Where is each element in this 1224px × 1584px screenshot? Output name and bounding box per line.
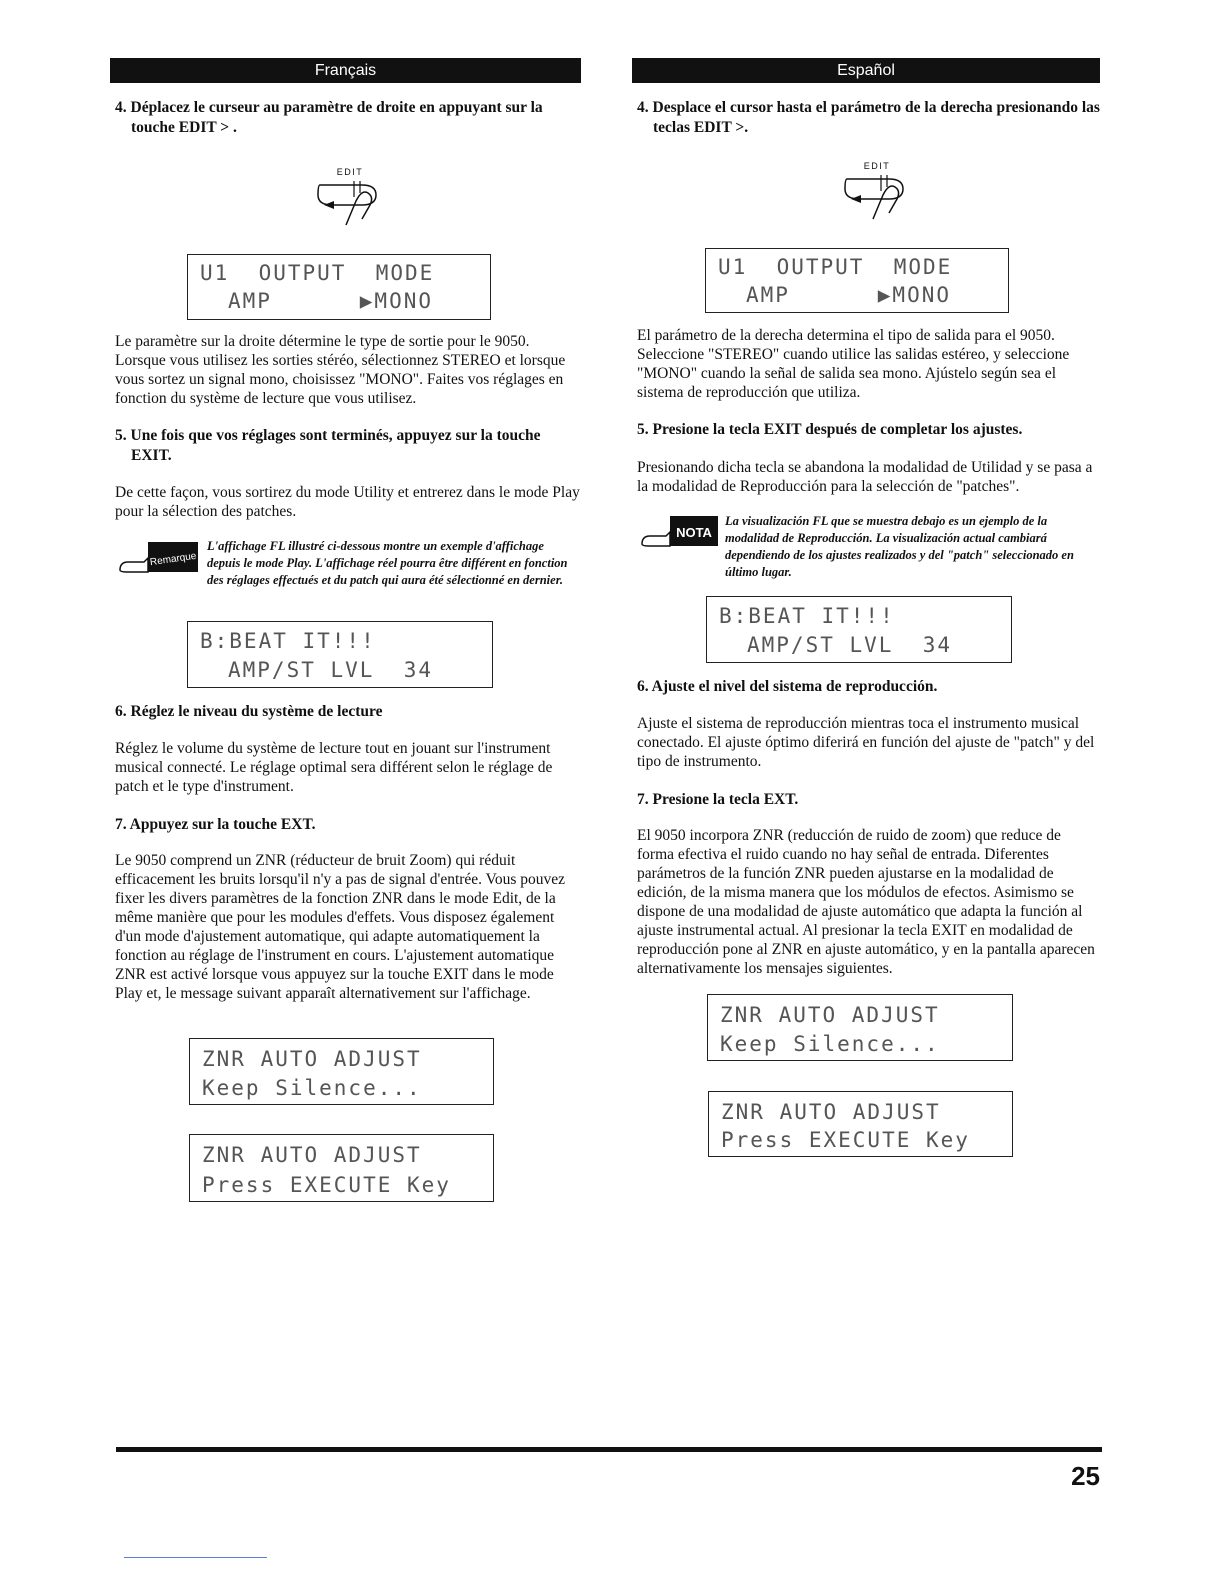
page-number: 25 [1071,1461,1100,1491]
lcd-line-1: B:BEAT IT!!! [200,629,376,653]
lcd-znr-keep-silence [707,994,1013,1061]
lcd-line-1: U1 OUTPUT MODE [718,255,953,279]
lcd-znr-press-execute [189,1134,494,1202]
step-6-heading: 6. Ajuste el nivel del sistema de reproducción. [637,678,938,695]
lcd-line-1: B:BEAT IT!!! [719,604,895,628]
paragraph-step-6: Ajuste el sistema de reproducción mientras toca el instrumento musical conectado. El ajuste óptimo diferirá en función del ajuste de "patch" y del tipo de instrumento. [637,715,1095,770]
lcd-line-2: AMP/ST LVL 34 [747,633,953,657]
lcd-line-2: Keep Silence... [720,1032,940,1056]
lcd-line-2: AMP ▶MONO [228,289,434,313]
lcd-output-mode [705,248,1009,313]
svg-text:EDIT: EDIT [336,167,364,177]
step-7-heading: 7. Appuyez sur la touche EXT. [115,816,316,833]
paragraph-step-6: Réglez le volume du système de lecture tout en jouant sur l'instrument musical connecté. Le réglage optimal sera différent selon le réglage de patch et le type d'instrument. [115,740,553,795]
svg-text:Remarque: Remarque [149,550,198,569]
note-text: La visualización FL que se muestra debajo es un ejemplo de la modalidad de Reproducción. La visualización actual cambiará dependiendo de los ajustes realizados y del "patch" seleccionado en último lugar. [725,514,1074,579]
step-4-heading: 4. Desplace el cursor hasta el parámetro de la derecha presionando las teclas EDIT >. [637,99,1100,136]
paragraph-step-5: Presionando dicha tecla se abandona la modalidad de Utilidad y se pasa a la modalidad de Reproducción para la selección de "patches". [637,459,1093,495]
note-text: L'affichage FL illustré ci-dessous montre un exemple d'affichage depuis le mode Play. L'affichage réel pourra être différent en fonction des réglages effectués et du patch qui aura été sélectionné en dernier. [207,539,568,587]
paragraph-step-4: El parámetro de la derecha determina el tipo de salida para el 9050. Seleccione "STEREO" cuando utilice las salidas estéreo, y seleccione "MONO" cuando la señal de salida sea mono. Ajústelo según sea el sistema de reproducción que utiliza. [637,327,1070,401]
step-5-heading: 5. Une fois que vos réglages sont terminés, appuyez sur la touche EXIT. [115,427,541,464]
nota-note-icon [640,512,720,552]
lcd-line-1: ZNR AUTO ADJUST [202,1047,422,1071]
section-header-espanol: Español [632,58,1100,83]
lcd-beat-it [706,596,1012,663]
edit-key-press-icon [817,157,937,227]
lcd-line-2: AMP ▶MONO [746,283,952,307]
footer-rule [116,1447,1102,1452]
lcd-znr-press-execute [708,1091,1013,1157]
page-link-underline [124,1557,267,1558]
step-7-heading: 7. Presione la tecla EXT. [637,791,799,808]
edit-key-press-icon [290,163,410,233]
lcd-line-1: ZNR AUTO ADJUST [721,1100,941,1124]
lcd-beat-it [187,621,493,688]
lcd-line-1: ZNR AUTO ADJUST [202,1143,422,1167]
lcd-znr-keep-silence [189,1038,494,1105]
lcd-line-1: U1 OUTPUT MODE [200,261,435,285]
lcd-line-2: Press EXECUTE Key [202,1173,451,1197]
step-4-heading: 4. Déplacez le curseur au paramètre de droite en appuyant sur la touche EDIT > . [115,99,543,136]
paragraph-step-5: De cette façon, vous sortirez du mode Utility et entrerez dans le mode Play pour la sélection des patches. [115,484,580,520]
paragraph-step-7: Le 9050 comprend un ZNR (réducteur de bruit Zoom) qui réduit efficacement les bruits lorsqu'il n'y a pas de signal d'entrée. Vous pouvez fixer les divers paramètres de la fonction ZNR dans le mode Edit, de la même manière que pour les modules d'effets. Vous disposez également d'un mode d'ajustement automatique, qui adapte automatiquement la fonction au réglage de l'instrument en cours. L'ajustement automatique ZNR est activé lorsque vous appuyez sur la touche EXIT dans le mode Play et, le message suivant apparaît alternativement sur l'affichage. [115,852,566,1002]
svg-text:EDIT: EDIT [863,161,891,171]
lcd-line-2: Keep Silence... [202,1076,422,1100]
step-6-heading: 6. Réglez le niveau du système de lecture [115,703,383,720]
lcd-line-2: Press EXECUTE Key [721,1128,970,1152]
paragraph-step-7: El 9050 incorpora ZNR (reducción de ruido de zoom) que reduce de forma efectiva el ruido cuando no hay señal de entrada. Diferentes parámetros de la función ZNR pueden ajustarse en la modalidad de edición, de la misma manera que los módulos de efectos. Asimismo se dispone de una modalidad de ajuste automático que adapta la función al ajuste instrumental actual. Al presionar la tecla EXIT en modalidad de reproducción pone al ZNR en ajuste automático, y en la pantalla aparecen alternativamente los mensajes siguientes. [637,827,1095,977]
remarque-note-icon [118,538,198,578]
step-5-heading: 5. Presione la tecla EXIT después de completar los ajustes. [637,421,1023,438]
section-header-francais: Français [110,58,581,83]
lcd-line-1: ZNR AUTO ADJUST [720,1003,940,1027]
paragraph-step-4: Le paramètre sur la droite détermine le type de sortie pour le 9050. Lorsque vous utilisez les sorties stéréo, sélectionnez STEREO et lorsque vous sortez un signal mono, choisissez "MONO". Faites vos réglages en fonction du système de lecture que vous utilisez. [115,333,566,407]
svg-text:NOTA: NOTA [676,525,712,540]
lcd-output-mode [187,254,491,320]
lcd-line-2: AMP/ST LVL 34 [228,658,434,682]
